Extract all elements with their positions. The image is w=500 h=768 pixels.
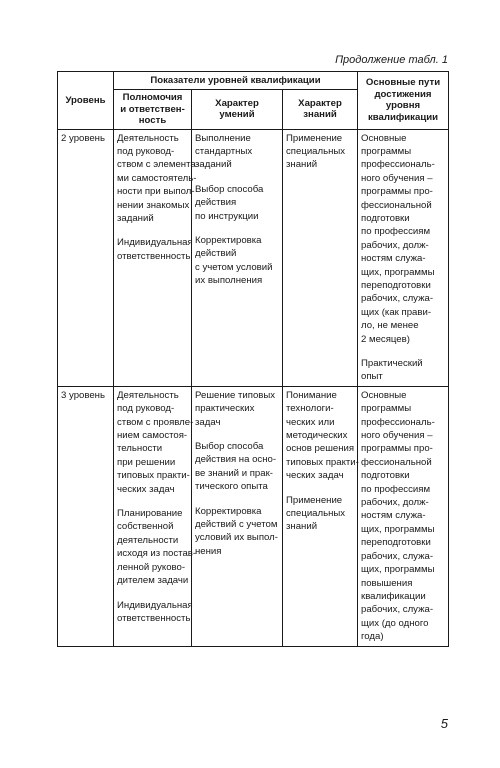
cell-line: ческих или: [286, 416, 335, 428]
cell-line: Понимание: [286, 389, 337, 401]
cell-line: 2 месяцев): [361, 333, 410, 345]
cell-line: рабочих, служа-: [361, 293, 434, 305]
cell-line: дителем задачи: [117, 575, 189, 587]
paragraph-gap: [195, 172, 279, 183]
cell-line: переподготовки: [361, 537, 431, 549]
cell-line: условий их выпол-: [195, 532, 278, 544]
cell-line: основ решения: [286, 443, 355, 455]
cell-line: ством с элемента-: [117, 159, 199, 171]
header-line: ность: [138, 115, 167, 126]
header-line: Характер: [215, 97, 259, 109]
table-row: [58, 386, 449, 646]
cell-line: Решение типовых: [195, 389, 276, 401]
cell-line: нения: [195, 545, 222, 557]
cell-line: ческих задач: [286, 470, 344, 482]
cell-line: щих, программы: [361, 266, 435, 278]
cell-line: исходя из постав-: [117, 548, 197, 560]
cell-line: с учетом условий: [195, 261, 273, 273]
level-cell: 3 уровень: [58, 386, 114, 646]
cell-line: типовых практи-: [117, 470, 190, 482]
cell-line: ленной руково-: [117, 561, 186, 573]
cell-line: щих, программы: [361, 523, 435, 535]
cell-line: по профессиям: [361, 483, 431, 495]
cell-line: специальных: [286, 145, 346, 157]
cell-line: переподготовки: [361, 279, 431, 291]
knowledge-cell: [283, 129, 358, 386]
cell-line: фессиональной: [361, 199, 432, 211]
cell-line: ством с проявле-: [117, 416, 194, 428]
header-line: Основные пути: [365, 77, 441, 89]
cell-line: подготовки: [361, 212, 410, 224]
cell-line: тического опыта: [195, 481, 268, 493]
cell-line: по профессиям: [361, 226, 431, 238]
header-paths: [358, 72, 449, 130]
cell-line: знаний: [286, 521, 318, 533]
cell-line: Основные: [361, 132, 407, 144]
paragraph-gap: [195, 223, 279, 234]
header-line: умений: [219, 109, 255, 121]
cell-line: при решении: [117, 456, 176, 468]
header-line: квалификации: [367, 111, 439, 123]
cell-line: стандартных: [195, 145, 253, 157]
authority-cell: [114, 129, 199, 386]
cell-line: Деятельность: [117, 132, 179, 144]
cell-line: профессиональ-: [361, 416, 435, 428]
cell-line: рабочих, долж-: [361, 497, 429, 509]
cell-line: щих (до одного: [361, 617, 429, 629]
cell-line: Выбор способа: [195, 183, 264, 195]
cell-line: Деятельность: [117, 389, 179, 401]
cell-line: деятельности: [117, 534, 179, 546]
level-cell: 2 уровень: [58, 129, 114, 386]
cell-line: повышения: [361, 577, 413, 589]
cell-line: ностям служа-: [361, 510, 426, 522]
cell-line: года): [361, 631, 384, 643]
cell-line: собственной: [117, 521, 174, 533]
cell-line: практических: [195, 403, 255, 415]
cell-line: программы: [361, 403, 412, 415]
paragraph-gap: [117, 588, 188, 599]
knowledge-cell: [283, 386, 358, 646]
cell-line: тельности: [117, 443, 163, 455]
header-knowledge: [283, 90, 358, 130]
cell-line: специальных: [286, 508, 346, 520]
skills-cell: [192, 386, 283, 646]
paragraph-gap: [286, 483, 354, 494]
qualification-table: [57, 71, 449, 647]
skills-cell: [192, 129, 283, 386]
cell-line: Применение: [286, 132, 343, 144]
cell-line: под руковод-: [117, 145, 175, 157]
authority-cell: [114, 386, 197, 646]
cell-line: квалификации: [361, 590, 426, 602]
cell-line: ного обучения –: [361, 430, 433, 442]
cell-line: Применение: [286, 494, 343, 506]
cell-line: ми самостоятель-: [117, 172, 197, 184]
header-indicators: Показатели уровней квалификации: [114, 72, 358, 90]
header-skills: [192, 90, 283, 130]
continuation-label: Продолжение табл. 1: [335, 54, 448, 66]
cell-line: ответственность: [117, 612, 191, 624]
paths-cell: [358, 386, 449, 646]
cell-line: щих, программы: [361, 564, 435, 576]
cell-line: действия: [195, 197, 237, 209]
paragraph-gap: [195, 429, 279, 440]
cell-line: рабочих, служа-: [361, 550, 434, 562]
header-level: Уровень: [58, 72, 114, 130]
cell-line: Корректировка: [195, 234, 262, 246]
cell-line: Выполнение: [195, 132, 251, 144]
header-authority: [114, 90, 192, 130]
cell-line: щих (как прави-: [361, 306, 432, 318]
paragraph-gap: [117, 496, 188, 507]
cell-line: действий с учетом: [195, 519, 278, 531]
cell-line: нием самостоя-: [117, 430, 188, 442]
paragraph-gap: [195, 494, 279, 505]
cell-line: Практический: [361, 358, 423, 369]
cell-line: опыт: [361, 371, 383, 383]
cell-line: под руковод-: [117, 403, 175, 415]
cell-line: подготовки: [361, 470, 410, 482]
cell-line: Планирование: [117, 508, 183, 520]
cell-line: заданий: [195, 159, 232, 171]
cell-line: по инструкции: [195, 210, 259, 222]
cell-line: задач: [195, 416, 221, 428]
header-line: уровня: [385, 100, 421, 112]
cell-line: ве знаний и прак-: [195, 467, 273, 479]
page-number: 5: [440, 716, 448, 731]
cell-line: заданий: [117, 212, 154, 224]
cell-line: программы про-: [361, 186, 433, 198]
cell-line: профессиональ-: [361, 159, 435, 171]
cell-line: программы: [361, 145, 412, 157]
cell-line: Индивидуальная: [117, 237, 193, 249]
cell-line: фессиональной: [361, 456, 432, 468]
header-line: и ответствен-: [120, 103, 185, 115]
header-line: Характер: [298, 97, 342, 109]
header-line: достижения: [374, 88, 432, 100]
cell-line: Корректировка: [195, 505, 262, 517]
cell-line: ностям служа-: [361, 253, 426, 265]
cell-line: Выбор способа: [195, 441, 264, 453]
cell-line: действия на осно-: [195, 454, 277, 466]
header-line: знаний: [303, 109, 337, 121]
header-line: Полномочия: [122, 92, 183, 103]
cell-line: ческих задач: [117, 483, 175, 495]
paths-cell: [358, 129, 449, 386]
paragraph-gap: [361, 346, 445, 357]
cell-line: ного обучения –: [361, 172, 433, 184]
cell-line: методических: [286, 430, 348, 442]
cell-line: ответственность: [117, 250, 191, 262]
cell-line: рабочих, долж-: [361, 239, 429, 251]
paragraph-gap: [117, 225, 188, 236]
table-row: [58, 129, 449, 386]
cell-line: программы про-: [361, 443, 433, 455]
cell-line: технологи-: [286, 403, 334, 415]
cell-line: ности при выпол-: [117, 186, 195, 198]
cell-line: ло, не менее: [361, 320, 419, 332]
cell-line: рабочих, служа-: [361, 604, 434, 616]
cell-line: типовых практи-: [286, 456, 359, 468]
cell-line: Основные: [361, 389, 407, 401]
cell-line: нении знакомых: [117, 199, 190, 211]
cell-line: знаний: [286, 159, 318, 171]
cell-line: их выполнения: [195, 275, 263, 287]
cell-line: действий: [195, 248, 237, 260]
cell-line: Индивидуальная: [117, 599, 193, 611]
